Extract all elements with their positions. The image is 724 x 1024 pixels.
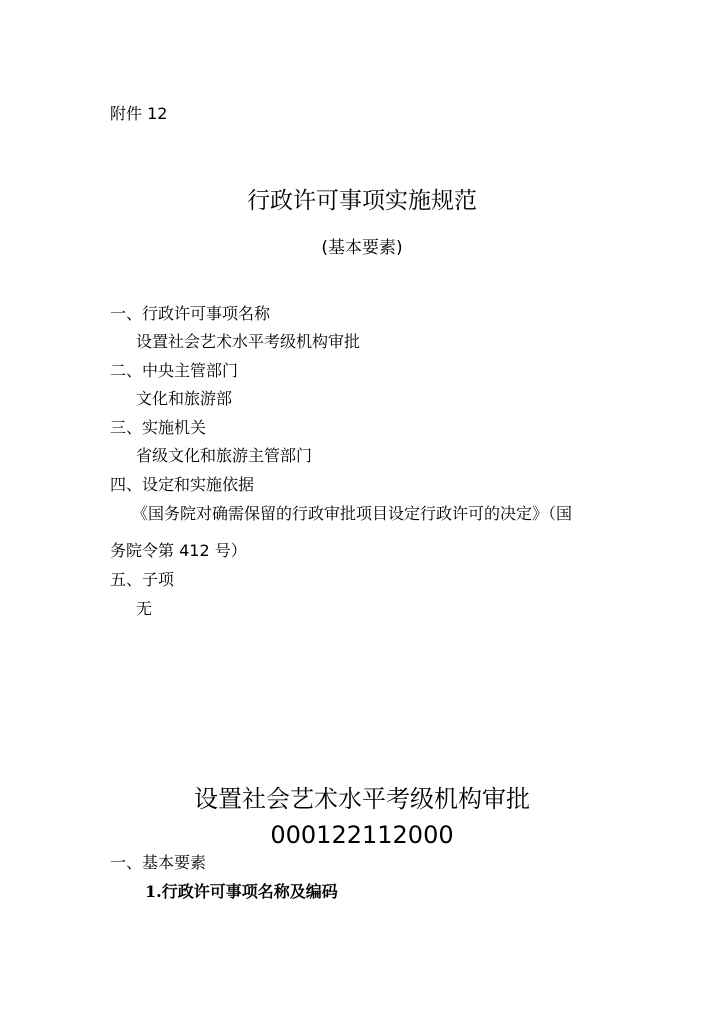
attachment-label: 附件 12 — [110, 104, 168, 123]
section-content-3: 省级文化和旅游主管部门 — [136, 446, 313, 465]
section-heading-5: 五、子项 — [110, 570, 175, 589]
page-title: 行政许可事项实施规范 — [247, 188, 477, 214]
item-code: 000122112000 — [270, 821, 454, 849]
section-heading-3: 三、实施机关 — [110, 418, 207, 437]
section-content-5: 无 — [136, 599, 153, 618]
section-content-4-line2: 务院令第 412 号） — [110, 541, 247, 560]
section-content-4-line1: 《国务院对确需保留的行政审批项目设定行政许可的决定》（国 — [132, 504, 573, 523]
item-name: 设置社会艺术水平考级机构审批 — [194, 785, 530, 813]
page-subtitle: (基本要素) — [321, 238, 403, 258]
section-heading-1: 一、行政许可事项名称 — [110, 304, 271, 323]
section-content-2: 文化和旅游部 — [136, 389, 233, 408]
section-heading-2: 二、中央主管部门 — [110, 361, 239, 380]
section-content-1: 设置社会艺术水平考级机构审批 — [136, 332, 361, 351]
item-subsection-heading: 1.行政许可事项名称及编码 — [145, 882, 338, 901]
item-section-heading: 一、基本要素 — [110, 853, 207, 872]
section-heading-4: 四、设定和实施依据 — [110, 475, 255, 494]
